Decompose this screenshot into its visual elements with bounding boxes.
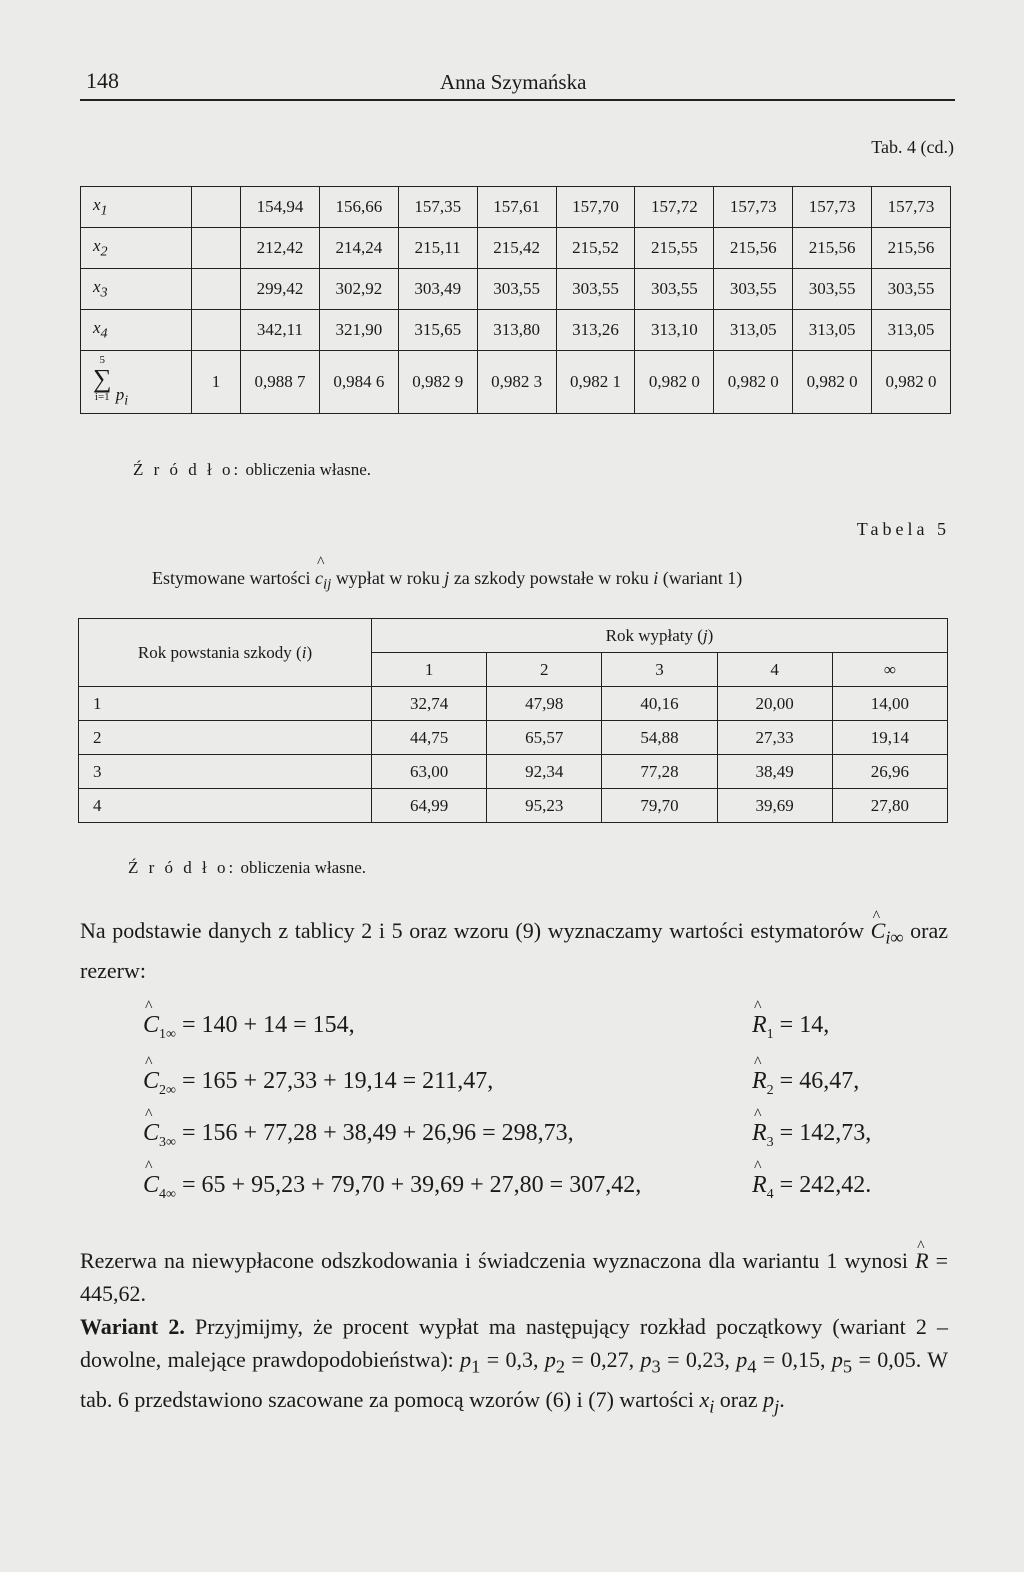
- table-5: [78, 618, 948, 823]
- table-cell: 0,982 0: [872, 351, 951, 414]
- table-cell: 215,55: [635, 228, 714, 269]
- table-cell: [192, 310, 241, 351]
- header-payment-year: Rok wypłaty (j): [372, 619, 948, 653]
- header-rule: [80, 99, 955, 101]
- row-label: 1: [79, 687, 372, 721]
- table-cell: 40,16: [602, 687, 717, 721]
- table-cell: 0,982 0: [793, 351, 872, 414]
- table-cell: 215,56: [714, 228, 793, 269]
- table-cell: 0,982 9: [398, 351, 477, 414]
- table-cell: 313,10: [635, 310, 714, 351]
- table-cell: 315,65: [398, 310, 477, 351]
- table-cell: 215,56: [872, 228, 951, 269]
- column-header: 1: [372, 653, 487, 687]
- table5-caption: Estymowane wartości ^ $c_{ij}$ wypłat w roku j za szkody powstałe w roku i (wariant 1): [152, 568, 742, 594]
- table-cell: 157,73: [714, 187, 793, 228]
- table-row: [81, 269, 951, 310]
- table-cell: 0,982 1: [556, 351, 635, 414]
- table-cell: 19,14: [832, 721, 947, 755]
- table-cell: 154,94: [241, 187, 320, 228]
- table-cell: 303,55: [714, 269, 793, 310]
- table-cell: 20,00: [717, 687, 832, 721]
- table4-continuation-label: Tab. 4 (cd.): [871, 137, 954, 157]
- table-cell: 303,55: [635, 269, 714, 310]
- table-cell: 14,00: [832, 687, 947, 721]
- table-cell: 303,55: [793, 269, 872, 310]
- table-row: [81, 310, 951, 351]
- table-cell: 313,05: [793, 310, 872, 351]
- source-prefix: Ź r ó d ł o:: [133, 460, 242, 479]
- table-4: [80, 186, 951, 414]
- row-label: 3: [79, 755, 372, 789]
- table-cell: 95,23: [487, 789, 602, 823]
- table-cell: 39,69: [717, 789, 832, 823]
- row-label: $x_3$: [81, 269, 192, 310]
- page-number: 148: [86, 68, 119, 93]
- table-cell: 156,66: [319, 187, 398, 228]
- table5-label: Tabela 5: [856, 519, 950, 539]
- equation-c: ^ $C_{2\infty} = 165 + 27,33 + 19,14 = 211,47$,: [143, 1068, 493, 1099]
- equation-c: ^ $C_{4\infty} = 65 + 95,23 + 79,70 + 39,69 + 27,80 = 307,42$,: [143, 1172, 641, 1203]
- table-row: [81, 228, 951, 269]
- table-cell: 0,982 3: [477, 351, 556, 414]
- column-header: ∞: [832, 653, 947, 687]
- column-header: 3: [602, 653, 717, 687]
- table-cell: 215,56: [793, 228, 872, 269]
- table-cell: 26,96: [832, 755, 947, 789]
- header-origin-year: Rok powstania szkody (i): [79, 619, 372, 687]
- table-cell: 157,70: [556, 187, 635, 228]
- sigma-icon: 5 ∑ i=1: [93, 353, 112, 403]
- table-row: [79, 687, 948, 721]
- equation-r: ^ $R_2 = 46,47$,: [752, 1068, 859, 1099]
- table-cell: 0,982 0: [635, 351, 714, 414]
- table-cell: 321,90: [319, 310, 398, 351]
- table-cell: 157,73: [793, 187, 872, 228]
- table-row: [81, 187, 951, 228]
- table-cell: 64,99: [372, 789, 487, 823]
- table-cell: 157,61: [477, 187, 556, 228]
- table-cell: 313,05: [714, 310, 793, 351]
- table-cell: 313,80: [477, 310, 556, 351]
- table-cell: 0,982 0: [714, 351, 793, 414]
- source-prefix: Ź r ó d ł o:: [128, 858, 237, 877]
- table-cell: 0,988 7: [241, 351, 320, 414]
- table-cell: 302,92: [319, 269, 398, 310]
- table-cell: 157,72: [635, 187, 714, 228]
- row-label: $x_2$: [81, 228, 192, 269]
- table-cell: 303,49: [398, 269, 477, 310]
- paragraph-estimators: Na podstawie danych z tablicy 2 i 5 oraz wzoru (9) wyznaczamy wartości estymatorów ^ $C_{i\infty}$ oraz rezerw:: [80, 914, 948, 987]
- running-header-author: Anna Szymańska: [440, 70, 587, 94]
- table-cell: 342,11: [241, 310, 320, 351]
- table-cell: 157,35: [398, 187, 477, 228]
- table-cell: [192, 269, 241, 310]
- table-cell: 27,33: [717, 721, 832, 755]
- table-cell: 215,11: [398, 228, 477, 269]
- row-label: 2: [79, 721, 372, 755]
- row-label: $x_1$: [81, 187, 192, 228]
- table-row: [79, 755, 948, 789]
- equation-r: ^ $R_3 = 142,73$,: [752, 1120, 871, 1151]
- row-label: $x_4$: [81, 310, 192, 351]
- table-row: [79, 721, 948, 755]
- table4-source: [133, 460, 371, 480]
- paragraph-variant2: Wariant 2. Przyjmijmy, że procent wypłat ma następujący rozkład początkowy (wariant 2 – dowolne, malejące prawdopodobieństwa): $p_1 = 0,3$, $p_2 = 0,27$, $p_3 = 0,23$, $p_4 = 0,15$, $p_5 = 0,05$. W tab. 6 przedstawiono szacowane za pomocą wzorów (6) i (7) wartości $x_i$ oraz $p_j$.: [80, 1314, 948, 1417]
- table-cell: 1: [192, 351, 241, 414]
- table-cell: 0,984 6: [319, 351, 398, 414]
- equation-c: ^ $C_{3\infty} = 156 + 77,28 + 38,49 + 26,96 = 298,73$,: [143, 1120, 574, 1151]
- table-cell: 44,75: [372, 721, 487, 755]
- source-text: obliczenia własne.: [241, 460, 372, 479]
- table-row: [79, 789, 948, 823]
- paragraph-reserve: Rezerwa na niewypłacone odszkodowania i świadczenia wyznaczona dla wariantu 1 wynosi ^ R = 445,62.: [80, 1244, 948, 1310]
- table-cell: 303,55: [872, 269, 951, 310]
- equation-r: ^ $R_4 = 242,42$.: [752, 1172, 871, 1203]
- table-cell: 32,74: [372, 687, 487, 721]
- table-cell: 77,28: [602, 755, 717, 789]
- table-cell: 215,52: [556, 228, 635, 269]
- table-cell: 212,42: [241, 228, 320, 269]
- column-header: 2: [487, 653, 602, 687]
- table-cell: 214,24: [319, 228, 398, 269]
- table-cell: 157,73: [872, 187, 951, 228]
- c-hat-var: ^ $c_{ij}$: [315, 568, 331, 594]
- table-cell: 313,05: [872, 310, 951, 351]
- table-cell: 65,57: [487, 721, 602, 755]
- table-cell: 313,26: [556, 310, 635, 351]
- column-header: 4: [717, 653, 832, 687]
- table-cell: 63,00: [372, 755, 487, 789]
- row-label: 4: [79, 789, 372, 823]
- table-cell: 303,55: [556, 269, 635, 310]
- table-cell: 54,88: [602, 721, 717, 755]
- table-cell: [192, 228, 241, 269]
- sum-row: [81, 351, 951, 414]
- table5-source: [128, 858, 366, 878]
- table-cell: [192, 187, 241, 228]
- equation-r: ^ $R_1 = 14$,: [752, 1012, 829, 1043]
- table-cell: 38,49: [717, 755, 832, 789]
- table-cell: 92,34: [487, 755, 602, 789]
- equation-c: ^ $C_{1\infty} = 140 + 14 = 154$,: [143, 1012, 355, 1043]
- source-text: obliczenia własne.: [236, 858, 367, 877]
- table-cell: 303,55: [477, 269, 556, 310]
- table-cell: 47,98: [487, 687, 602, 721]
- sum-label: 5 ∑ i=1 $p_i$: [81, 351, 192, 414]
- table-cell: 79,70: [602, 789, 717, 823]
- table-cell: 215,42: [477, 228, 556, 269]
- table-cell: 27,80: [832, 789, 947, 823]
- table-cell: 299,42: [241, 269, 320, 310]
